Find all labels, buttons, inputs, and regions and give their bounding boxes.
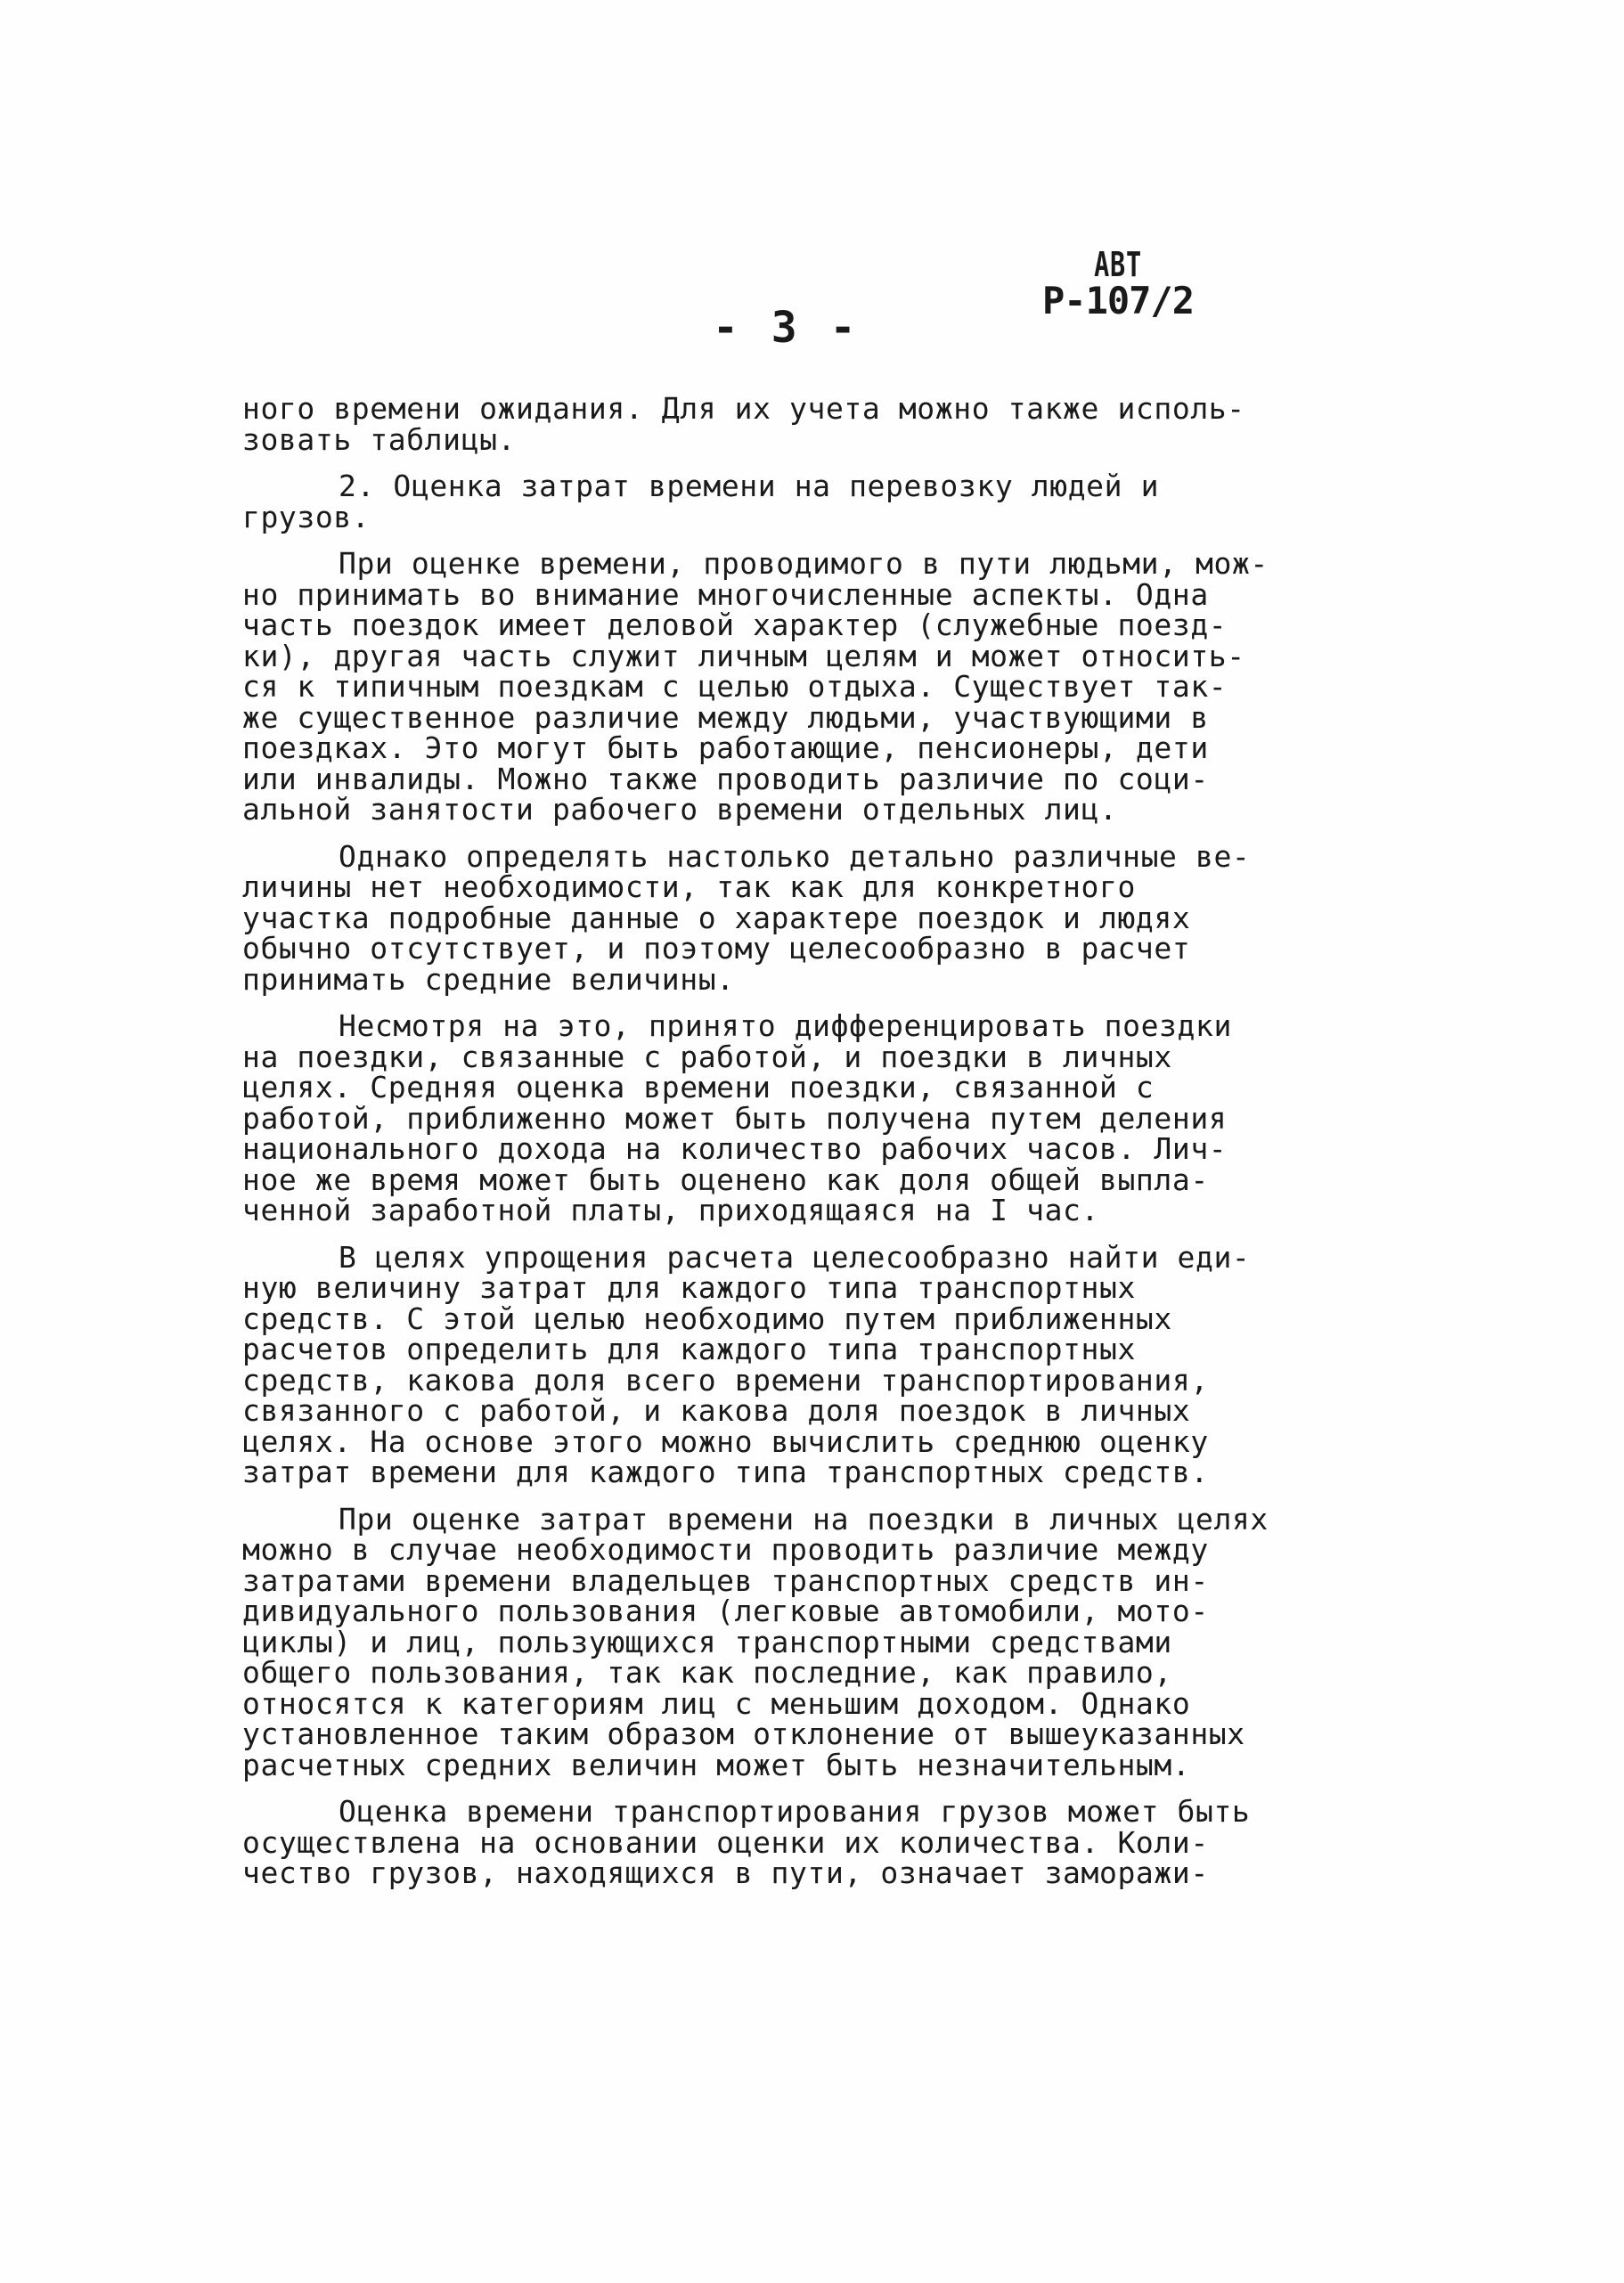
paragraph: При оценке затрат времени на поездки в личных целях можно в случае необходимости проводить различие между затратами времени владельцев транспортных средств ин- дивидуального пользования (легковые автомобили, мото- циклы) и лиц, пользующихся транспортными средствами общего пользования, так как последние, как правило, относятся к категориям лиц с меньшим доходом. Однако установленное таким образом отклонение от вышеуказанных расчетных средних величин может быть незначительным. [242,1501,1269,1782]
document-body [242,391,1347,1890]
page-number: - 3 - [713,303,860,353]
paragraph: Однако определять настолько детально различные ве- личины нет необходимости, так как для конкретного участка подробные данные о характере поездок и людях обычно отсутствует, и поэтому целесообразно в расчет принимать средние величины. [242,838,1251,997]
series-code: АВТ [1094,245,1142,284]
document-code-block [1042,245,1195,322]
paragraph: При оценке времени, проводимого в пути людьми, мож- но принимать во внимание многочисленные аспекты. Одна часть поездок имеет деловой характер (служебные поезд- ки), другая часть служит личным целям и может относить- ся к типичным поездкам с целью отдыха. Существует так- же существенное различие между людьми, участвующими в поездках. Это могут быть работающие, пенсионеры, дети или инвалиды. Можно также проводить различие по соци- альной занятости рабочего времени отдельных лиц. [242,546,1269,827]
paragraph-continuation: ного времени ожидания. Для их учета можно также исполь- зовать таблицы. [242,391,1245,457]
paragraph: Несмотря на это, принято дифференцировать поездки на поездки, связанные с работой, и поездки в личных целях. Средняя оценка времени поездки, связанной с работой, приближенно может быть получена путем деления национального дохода на количество рабочих часов. Лич- ное же время может быть оценено как доля общей выпла- ченной заработной платы, приходящаяся на I час. [242,1008,1232,1227]
document-number: Р-107/2 [1042,279,1195,322]
paragraph: В целях упрощения расчета целесообразно найти еди- ную величину затрат для каждого типа транспортных средств. С этой целью необходимо путем приближенных расчетов определить для каждого типа транспортных средств, какова доля всего времени транспортирования, связанного с работой, и какова доля поездок в личных целях. На основе этого можно вычислить среднюю оценку затрат времени для каждого типа транспортных средств. [242,1239,1251,1489]
section-heading: 2. Оценка затрат времени на перевозку людей и грузов. [242,469,1160,534]
paragraph: Оценка времени транспортирования грузов может быть осуществлена на основании оценки их количества. Коли- чество грузов, находящихся в пути, означает заморажи- [242,1794,1251,1890]
